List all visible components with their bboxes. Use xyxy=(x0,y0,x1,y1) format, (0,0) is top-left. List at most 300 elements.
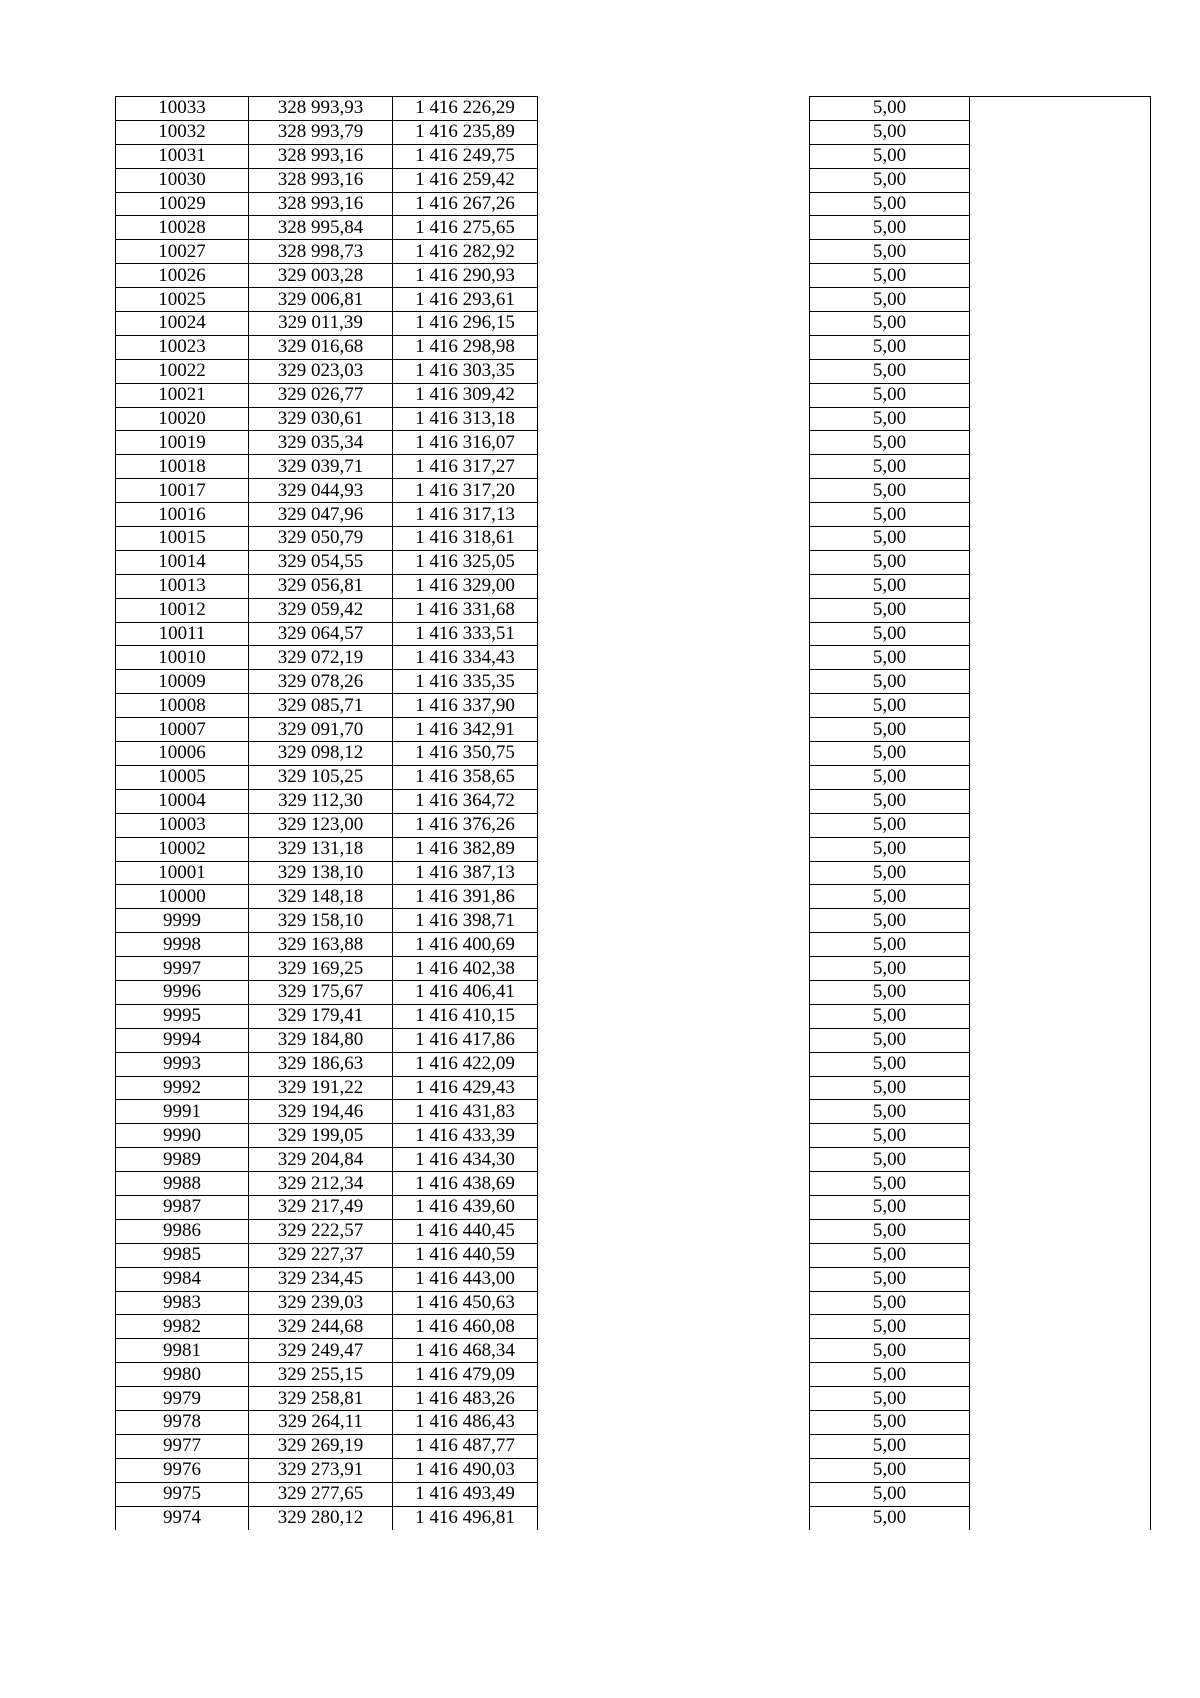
coordinates-table xyxy=(115,96,1151,1530)
point-number-cell: 9980 xyxy=(116,1363,249,1387)
empty-cell xyxy=(538,574,810,598)
y-coordinate-cell: 1 416 460,08 xyxy=(393,1315,538,1339)
point-number-cell: 9977 xyxy=(116,1434,249,1458)
table-row xyxy=(116,264,1151,288)
y-coordinate-cell: 1 416 382,89 xyxy=(393,837,538,861)
table-row xyxy=(116,503,1151,527)
point-number-cell: 9984 xyxy=(116,1267,249,1291)
value-cell: 5,00 xyxy=(810,1506,970,1530)
x-coordinate-cell: 329 186,63 xyxy=(249,1052,393,1076)
y-coordinate-cell: 1 416 267,26 xyxy=(393,192,538,216)
empty-cell xyxy=(538,1076,810,1100)
table-row xyxy=(116,550,1151,574)
x-coordinate-cell: 329 280,12 xyxy=(249,1506,393,1530)
point-number-cell: 10005 xyxy=(116,765,249,789)
empty-cell xyxy=(970,288,1151,312)
y-coordinate-cell: 1 416 438,69 xyxy=(393,1172,538,1196)
x-coordinate-cell: 329 078,26 xyxy=(249,670,393,694)
x-coordinate-cell: 329 249,47 xyxy=(249,1339,393,1363)
value-cell: 5,00 xyxy=(810,1124,970,1148)
point-number-cell: 10027 xyxy=(116,240,249,264)
empty-cell xyxy=(970,216,1151,240)
table-row xyxy=(116,622,1151,646)
table-row xyxy=(116,1124,1151,1148)
empty-cell xyxy=(970,264,1151,288)
table-row xyxy=(116,1100,1151,1124)
value-cell: 5,00 xyxy=(810,503,970,527)
x-coordinate-cell: 328 995,84 xyxy=(249,216,393,240)
value-cell: 5,00 xyxy=(810,1004,970,1028)
y-coordinate-cell: 1 416 293,61 xyxy=(393,288,538,312)
value-cell: 5,00 xyxy=(810,646,970,670)
value-cell: 5,00 xyxy=(810,718,970,742)
empty-cell xyxy=(970,120,1151,144)
table-row xyxy=(116,97,1151,121)
value-cell: 5,00 xyxy=(810,1410,970,1434)
x-coordinate-cell: 329 131,18 xyxy=(249,837,393,861)
table-row xyxy=(116,168,1151,192)
empty-cell xyxy=(538,885,810,909)
table-row xyxy=(116,1339,1151,1363)
x-coordinate-cell: 329 255,15 xyxy=(249,1363,393,1387)
value-cell: 5,00 xyxy=(810,97,970,121)
empty-cell xyxy=(970,1482,1151,1506)
value-cell: 5,00 xyxy=(810,1339,970,1363)
x-coordinate-cell: 329 269,19 xyxy=(249,1434,393,1458)
table-row xyxy=(116,718,1151,742)
table-row xyxy=(116,216,1151,240)
x-coordinate-cell: 329 023,03 xyxy=(249,359,393,383)
y-coordinate-cell: 1 416 316,07 xyxy=(393,431,538,455)
empty-cell xyxy=(970,455,1151,479)
empty-cell xyxy=(970,1148,1151,1172)
point-number-cell: 10033 xyxy=(116,97,249,121)
y-coordinate-cell: 1 416 410,15 xyxy=(393,1004,538,1028)
value-cell: 5,00 xyxy=(810,1028,970,1052)
x-coordinate-cell: 329 273,91 xyxy=(249,1458,393,1482)
x-coordinate-cell: 329 258,81 xyxy=(249,1387,393,1411)
empty-cell xyxy=(538,1434,810,1458)
x-coordinate-cell: 329 222,57 xyxy=(249,1219,393,1243)
value-cell: 5,00 xyxy=(810,1482,970,1506)
point-number-cell: 10014 xyxy=(116,550,249,574)
empty-cell xyxy=(538,1339,810,1363)
empty-cell xyxy=(538,957,810,981)
x-coordinate-cell: 329 056,81 xyxy=(249,574,393,598)
value-cell: 5,00 xyxy=(810,192,970,216)
point-number-cell: 9991 xyxy=(116,1100,249,1124)
value-cell: 5,00 xyxy=(810,933,970,957)
x-coordinate-cell: 329 091,70 xyxy=(249,718,393,742)
point-number-cell: 10001 xyxy=(116,861,249,885)
empty-cell xyxy=(970,1506,1151,1530)
x-coordinate-cell: 329 054,55 xyxy=(249,550,393,574)
empty-cell xyxy=(538,765,810,789)
x-coordinate-cell: 329 244,68 xyxy=(249,1315,393,1339)
point-number-cell: 9993 xyxy=(116,1052,249,1076)
table-row xyxy=(116,1410,1151,1434)
empty-cell xyxy=(970,1363,1151,1387)
table-row xyxy=(116,1291,1151,1315)
y-coordinate-cell: 1 416 433,39 xyxy=(393,1124,538,1148)
table-row xyxy=(116,933,1151,957)
empty-cell xyxy=(538,1363,810,1387)
empty-cell xyxy=(538,1506,810,1530)
point-number-cell: 10025 xyxy=(116,288,249,312)
empty-cell xyxy=(970,861,1151,885)
point-number-cell: 9985 xyxy=(116,1243,249,1267)
y-coordinate-cell: 1 416 402,38 xyxy=(393,957,538,981)
y-coordinate-cell: 1 416 440,45 xyxy=(393,1219,538,1243)
table-row xyxy=(116,192,1151,216)
value-cell: 5,00 xyxy=(810,264,970,288)
x-coordinate-cell: 328 993,16 xyxy=(249,168,393,192)
empty-cell xyxy=(970,431,1151,455)
x-coordinate-cell: 329 003,28 xyxy=(249,264,393,288)
empty-cell xyxy=(970,789,1151,813)
empty-cell xyxy=(970,1243,1151,1267)
table-row xyxy=(116,789,1151,813)
value-cell: 5,00 xyxy=(810,694,970,718)
y-coordinate-cell: 1 416 282,92 xyxy=(393,240,538,264)
table-row xyxy=(116,1506,1151,1530)
value-cell: 5,00 xyxy=(810,407,970,431)
table-row xyxy=(116,527,1151,551)
value-cell: 5,00 xyxy=(810,1052,970,1076)
y-coordinate-cell: 1 416 313,18 xyxy=(393,407,538,431)
y-coordinate-cell: 1 416 422,09 xyxy=(393,1052,538,1076)
value-cell: 5,00 xyxy=(810,1076,970,1100)
x-coordinate-cell: 328 993,16 xyxy=(249,192,393,216)
y-coordinate-cell: 1 416 431,83 xyxy=(393,1100,538,1124)
empty-cell xyxy=(970,837,1151,861)
empty-cell xyxy=(538,288,810,312)
empty-cell xyxy=(970,1410,1151,1434)
table-row xyxy=(116,980,1151,1004)
point-number-cell: 10017 xyxy=(116,479,249,503)
point-number-cell: 10019 xyxy=(116,431,249,455)
table-row xyxy=(116,957,1151,981)
empty-cell xyxy=(538,1195,810,1219)
empty-cell xyxy=(538,1243,810,1267)
point-number-cell: 10009 xyxy=(116,670,249,694)
value-cell: 5,00 xyxy=(810,120,970,144)
table-row xyxy=(116,1315,1151,1339)
y-coordinate-cell: 1 416 342,91 xyxy=(393,718,538,742)
x-coordinate-cell: 329 227,37 xyxy=(249,1243,393,1267)
y-coordinate-cell: 1 416 325,05 xyxy=(393,550,538,574)
empty-cell xyxy=(538,192,810,216)
value-cell: 5,00 xyxy=(810,240,970,264)
x-coordinate-cell: 329 277,65 xyxy=(249,1482,393,1506)
value-cell: 5,00 xyxy=(810,622,970,646)
x-coordinate-cell: 329 112,30 xyxy=(249,789,393,813)
value-cell: 5,00 xyxy=(810,1172,970,1196)
empty-cell xyxy=(970,192,1151,216)
x-coordinate-cell: 329 148,18 xyxy=(249,885,393,909)
value-cell: 5,00 xyxy=(810,144,970,168)
empty-cell xyxy=(970,718,1151,742)
empty-cell xyxy=(538,503,810,527)
x-coordinate-cell: 329 264,11 xyxy=(249,1410,393,1434)
point-number-cell: 9974 xyxy=(116,1506,249,1530)
table-row xyxy=(116,431,1151,455)
y-coordinate-cell: 1 416 259,42 xyxy=(393,168,538,192)
x-coordinate-cell: 328 993,16 xyxy=(249,144,393,168)
empty-cell xyxy=(538,1315,810,1339)
x-coordinate-cell: 329 064,57 xyxy=(249,622,393,646)
value-cell: 5,00 xyxy=(810,383,970,407)
empty-cell xyxy=(538,694,810,718)
point-number-cell: 10026 xyxy=(116,264,249,288)
y-coordinate-cell: 1 416 329,00 xyxy=(393,574,538,598)
table-row xyxy=(116,837,1151,861)
table-row xyxy=(116,765,1151,789)
table-row xyxy=(116,335,1151,359)
empty-cell xyxy=(970,1315,1151,1339)
empty-cell xyxy=(970,383,1151,407)
table-row xyxy=(116,1243,1151,1267)
empty-cell xyxy=(970,574,1151,598)
y-coordinate-cell: 1 416 406,41 xyxy=(393,980,538,1004)
point-number-cell: 9994 xyxy=(116,1028,249,1052)
y-coordinate-cell: 1 416 333,51 xyxy=(393,622,538,646)
empty-cell xyxy=(970,1434,1151,1458)
point-number-cell: 9983 xyxy=(116,1291,249,1315)
point-number-cell: 10020 xyxy=(116,407,249,431)
table-row xyxy=(116,742,1151,766)
empty-cell xyxy=(970,933,1151,957)
value-cell: 5,00 xyxy=(810,765,970,789)
value-cell: 5,00 xyxy=(810,1243,970,1267)
y-coordinate-cell: 1 416 298,98 xyxy=(393,335,538,359)
point-number-cell: 10003 xyxy=(116,813,249,837)
empty-cell xyxy=(538,550,810,574)
y-coordinate-cell: 1 416 398,71 xyxy=(393,909,538,933)
empty-cell xyxy=(538,120,810,144)
x-coordinate-cell: 329 199,05 xyxy=(249,1124,393,1148)
y-coordinate-cell: 1 416 317,27 xyxy=(393,455,538,479)
point-number-cell: 10022 xyxy=(116,359,249,383)
empty-cell xyxy=(538,359,810,383)
y-coordinate-cell: 1 416 358,65 xyxy=(393,765,538,789)
point-number-cell: 10002 xyxy=(116,837,249,861)
point-number-cell: 10032 xyxy=(116,120,249,144)
empty-cell xyxy=(538,980,810,1004)
y-coordinate-cell: 1 416 439,60 xyxy=(393,1195,538,1219)
empty-cell xyxy=(538,407,810,431)
empty-cell xyxy=(538,383,810,407)
empty-cell xyxy=(970,359,1151,383)
value-cell: 5,00 xyxy=(810,479,970,503)
table-row xyxy=(116,1052,1151,1076)
value-cell: 5,00 xyxy=(810,550,970,574)
table-row xyxy=(116,1219,1151,1243)
x-coordinate-cell: 329 105,25 xyxy=(249,765,393,789)
x-coordinate-cell: 329 204,84 xyxy=(249,1148,393,1172)
empty-cell xyxy=(538,527,810,551)
point-number-cell: 9998 xyxy=(116,933,249,957)
x-coordinate-cell: 329 085,71 xyxy=(249,694,393,718)
empty-cell xyxy=(538,1410,810,1434)
table-row xyxy=(116,1482,1151,1506)
table-row xyxy=(116,885,1151,909)
point-number-cell: 10030 xyxy=(116,168,249,192)
point-number-cell: 10013 xyxy=(116,574,249,598)
empty-cell xyxy=(538,861,810,885)
point-number-cell: 10029 xyxy=(116,192,249,216)
y-coordinate-cell: 1 416 496,81 xyxy=(393,1506,538,1530)
empty-cell xyxy=(970,1291,1151,1315)
empty-cell xyxy=(970,312,1151,336)
table-row xyxy=(116,694,1151,718)
empty-cell xyxy=(970,1028,1151,1052)
y-coordinate-cell: 1 416 334,43 xyxy=(393,646,538,670)
y-coordinate-cell: 1 416 490,03 xyxy=(393,1458,538,1482)
point-number-cell: 10016 xyxy=(116,503,249,527)
table-row xyxy=(116,1363,1151,1387)
y-coordinate-cell: 1 416 400,69 xyxy=(393,933,538,957)
empty-cell xyxy=(970,407,1151,431)
table-row xyxy=(116,574,1151,598)
y-coordinate-cell: 1 416 335,35 xyxy=(393,670,538,694)
empty-cell xyxy=(970,622,1151,646)
value-cell: 5,00 xyxy=(810,216,970,240)
x-coordinate-cell: 329 179,41 xyxy=(249,1004,393,1028)
y-coordinate-cell: 1 416 440,59 xyxy=(393,1243,538,1267)
empty-cell xyxy=(970,742,1151,766)
table-row xyxy=(116,670,1151,694)
value-cell: 5,00 xyxy=(810,312,970,336)
table-row xyxy=(116,312,1151,336)
x-coordinate-cell: 329 158,10 xyxy=(249,909,393,933)
y-coordinate-cell: 1 416 296,15 xyxy=(393,312,538,336)
empty-cell xyxy=(538,455,810,479)
empty-cell xyxy=(538,598,810,622)
value-cell: 5,00 xyxy=(810,1219,970,1243)
empty-cell xyxy=(538,1291,810,1315)
y-coordinate-cell: 1 416 337,90 xyxy=(393,694,538,718)
empty-cell xyxy=(970,1052,1151,1076)
point-number-cell: 10011 xyxy=(116,622,249,646)
point-number-cell: 10012 xyxy=(116,598,249,622)
value-cell: 5,00 xyxy=(810,598,970,622)
value-cell: 5,00 xyxy=(810,1387,970,1411)
value-cell: 5,00 xyxy=(810,335,970,359)
x-coordinate-cell: 329 030,61 xyxy=(249,407,393,431)
x-coordinate-cell: 329 217,49 xyxy=(249,1195,393,1219)
point-number-cell: 10008 xyxy=(116,694,249,718)
point-number-cell: 9997 xyxy=(116,957,249,981)
y-coordinate-cell: 1 416 434,30 xyxy=(393,1148,538,1172)
empty-cell xyxy=(538,216,810,240)
y-coordinate-cell: 1 416 417,86 xyxy=(393,1028,538,1052)
x-coordinate-cell: 329 239,03 xyxy=(249,1291,393,1315)
y-coordinate-cell: 1 416 318,61 xyxy=(393,527,538,551)
y-coordinate-cell: 1 416 309,42 xyxy=(393,383,538,407)
empty-cell xyxy=(538,1482,810,1506)
empty-cell xyxy=(538,1267,810,1291)
y-coordinate-cell: 1 416 350,75 xyxy=(393,742,538,766)
value-cell: 5,00 xyxy=(810,1267,970,1291)
empty-cell xyxy=(970,527,1151,551)
empty-cell xyxy=(970,168,1151,192)
table-row xyxy=(116,407,1151,431)
point-number-cell: 10024 xyxy=(116,312,249,336)
table-row xyxy=(116,120,1151,144)
y-coordinate-cell: 1 416 364,72 xyxy=(393,789,538,813)
empty-cell xyxy=(538,240,810,264)
point-number-cell: 10028 xyxy=(116,216,249,240)
empty-cell xyxy=(538,909,810,933)
x-coordinate-cell: 329 011,39 xyxy=(249,312,393,336)
point-number-cell: 9995 xyxy=(116,1004,249,1028)
empty-cell xyxy=(538,646,810,670)
empty-cell xyxy=(970,1219,1151,1243)
point-number-cell: 10018 xyxy=(116,455,249,479)
value-cell: 5,00 xyxy=(810,359,970,383)
empty-cell xyxy=(538,312,810,336)
empty-cell xyxy=(970,144,1151,168)
empty-cell xyxy=(970,1004,1151,1028)
empty-cell xyxy=(538,1028,810,1052)
value-cell: 5,00 xyxy=(810,1148,970,1172)
y-coordinate-cell: 1 416 391,86 xyxy=(393,885,538,909)
empty-cell xyxy=(970,980,1151,1004)
table-row xyxy=(116,1267,1151,1291)
x-coordinate-cell: 329 059,42 xyxy=(249,598,393,622)
empty-cell xyxy=(970,550,1151,574)
point-number-cell: 9992 xyxy=(116,1076,249,1100)
point-number-cell: 9981 xyxy=(116,1339,249,1363)
point-number-cell: 10031 xyxy=(116,144,249,168)
y-coordinate-cell: 1 416 429,43 xyxy=(393,1076,538,1100)
y-coordinate-cell: 1 416 317,13 xyxy=(393,503,538,527)
value-cell: 5,00 xyxy=(810,1100,970,1124)
table-row xyxy=(116,1076,1151,1100)
x-coordinate-cell: 329 044,93 xyxy=(249,479,393,503)
table-row xyxy=(116,646,1151,670)
x-coordinate-cell: 329 050,79 xyxy=(249,527,393,551)
x-coordinate-cell: 328 998,73 xyxy=(249,240,393,264)
empty-cell xyxy=(538,670,810,694)
empty-cell xyxy=(538,1100,810,1124)
table-row xyxy=(116,598,1151,622)
y-coordinate-cell: 1 416 468,34 xyxy=(393,1339,538,1363)
value-cell: 5,00 xyxy=(810,909,970,933)
point-number-cell: 10010 xyxy=(116,646,249,670)
table-row xyxy=(116,240,1151,264)
x-coordinate-cell: 329 039,71 xyxy=(249,455,393,479)
x-coordinate-cell: 329 191,22 xyxy=(249,1076,393,1100)
value-cell: 5,00 xyxy=(810,168,970,192)
empty-cell xyxy=(970,240,1151,264)
empty-cell xyxy=(970,1195,1151,1219)
empty-cell xyxy=(970,335,1151,359)
empty-cell xyxy=(970,670,1151,694)
empty-cell xyxy=(538,144,810,168)
table-row xyxy=(116,479,1151,503)
y-coordinate-cell: 1 416 483,26 xyxy=(393,1387,538,1411)
value-cell: 5,00 xyxy=(810,455,970,479)
x-coordinate-cell: 328 993,79 xyxy=(249,120,393,144)
y-coordinate-cell: 1 416 487,77 xyxy=(393,1434,538,1458)
empty-cell xyxy=(538,933,810,957)
point-number-cell: 9982 xyxy=(116,1315,249,1339)
value-cell: 5,00 xyxy=(810,1315,970,1339)
point-number-cell: 9979 xyxy=(116,1387,249,1411)
point-number-cell: 9987 xyxy=(116,1195,249,1219)
